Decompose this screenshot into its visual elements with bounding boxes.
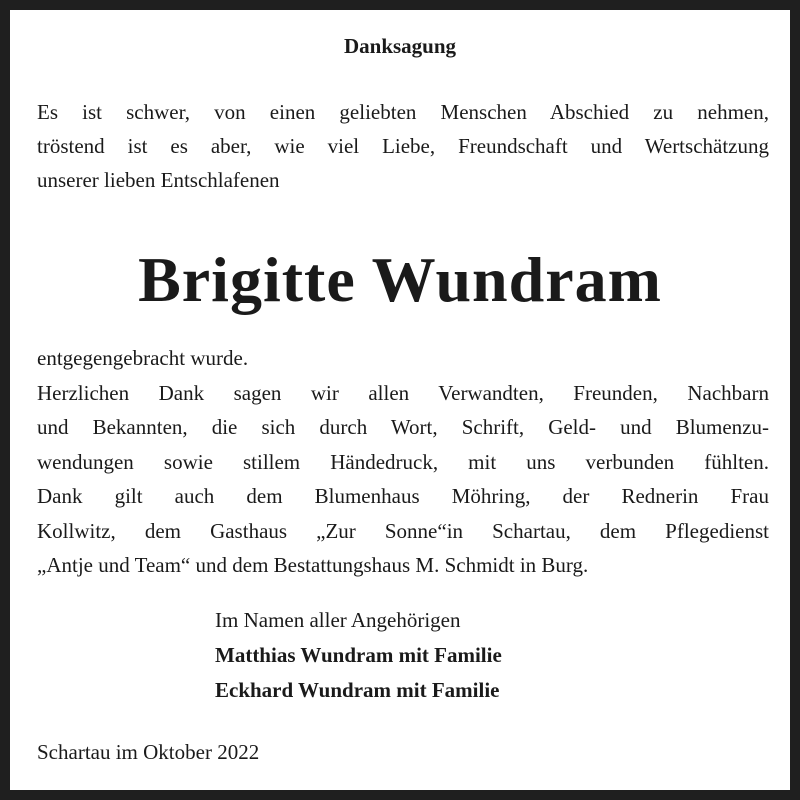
place-date: Schartau im Oktober 2022 (37, 740, 260, 764)
body-line: Kollwitz, dem Gasthaus „Zur Sonne“in Schartau, dem Pflegedienst (37, 518, 769, 543)
intro-line: tröstend ist es aber, wie viel Liebe, Freundschaft und Wertschätzung (37, 134, 769, 158)
body-line: wendungen sowie stillem Händedruck, mit uns verbunden fühlten. (37, 449, 769, 474)
intro-line: Es ist schwer, von einen geliebten Menschen Abschied zu nehmen, (37, 100, 769, 124)
body-line: Dank gilt auch dem Blumenhaus Möhring, der Rednerin Frau (37, 484, 769, 508)
body-line: Herzlichen Dank sagen wir allen Verwandten, Freunden, Nachbarn (37, 380, 769, 405)
body-line: „Antje und Team“ und dem Bestattungshaus M. Schmidt in Burg. (37, 553, 589, 577)
intro-line: unserer lieben Entschlafenen (37, 168, 280, 192)
intro-paragraph (37, 95, 769, 197)
signature-name: Eckhard Wundram mit Familie (215, 678, 500, 702)
body-line: und Bekannten, die sich durch Wort, Schrift, Geld- und Blumenzu- (37, 415, 769, 439)
notice-heading: Danksagung (343, 34, 457, 58)
signature-intro: Im Namen aller Angehörigen (215, 608, 461, 632)
thanks-paragraph (37, 341, 769, 583)
signature-name: Matthias Wundram mit Familie (215, 643, 502, 667)
deceased-name: Brigitte Wundram (138, 244, 662, 315)
signature-block (215, 603, 502, 708)
body-line: entgegengebracht wurde. (37, 346, 249, 370)
